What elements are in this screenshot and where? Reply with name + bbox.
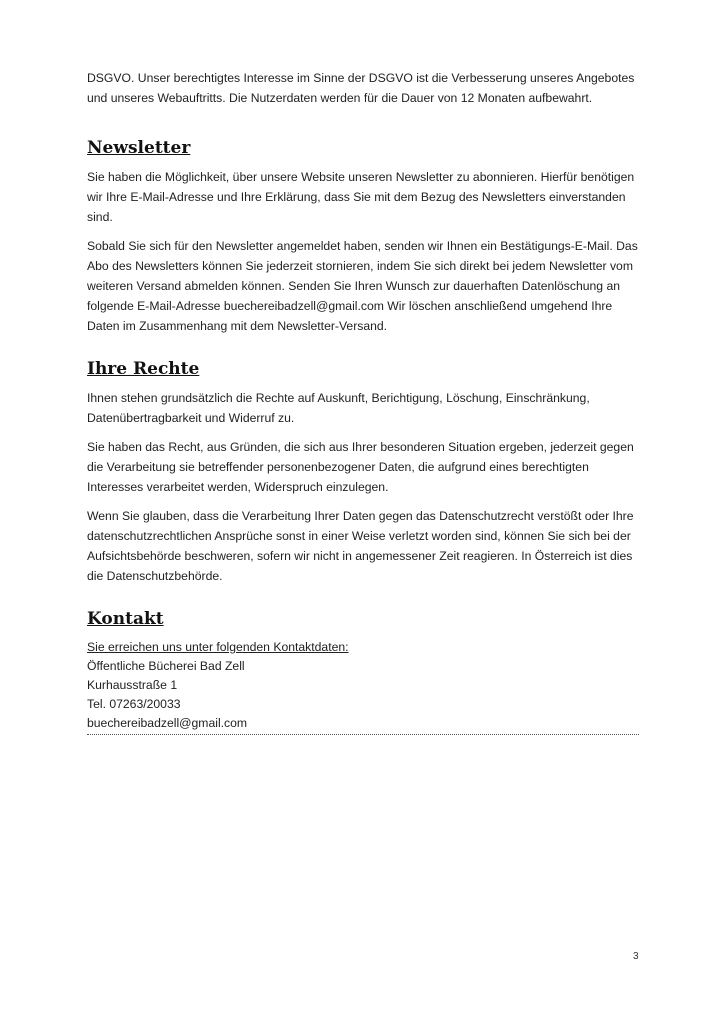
- kontakt-section: [87, 608, 641, 735]
- kontakt-heading: Kontakt: [87, 609, 164, 629]
- dotted-divider: [87, 734, 639, 735]
- rechte-section: [87, 358, 641, 586]
- newsletter-heading: Newsletter: [87, 138, 191, 158]
- page-number: 3: [633, 951, 639, 962]
- kontakt-intro: Sie erreichen uns unter folgenden Kontaktdaten:: [87, 640, 349, 654]
- newsletter-paragraph-1: Sie haben die Möglichkeit, über unsere Website unseren Newsletter zu abonnieren. Hierfür benötigen wir Ihre E-Mail-Adresse und Ihre Erklärung, dass Sie mit dem Bezug des Newsletters einverstanden sind.: [87, 170, 635, 224]
- kontakt-street: Kurhausstraße 1: [87, 678, 178, 692]
- kontakt-name: Öffentliche Bücherei Bad Zell: [87, 659, 245, 673]
- newsletter-paragraph-2: Sobald Sie sich für den Newsletter angemeldet haben, senden wir Ihnen ein Bestätigungs-E-Mail. Das Abo des Newsletters können Sie jederzeit stornieren, indem Sie sich direkt bei jedem Newsletter vom weiteren Versand abmelden können. Senden Sie Ihren Wunsch zur dauerhaften Datenlöschung an folgende E-Mail-Adresse buechereibadzell@gmail.com Wir löschen anschließend umgehend Ihre Daten im Zusammenhang mit dem Newsletter-Versand.: [87, 239, 638, 333]
- rechte-heading: Ihre Rechte: [87, 359, 200, 379]
- kontakt-phone: Tel. 07263/20033: [87, 697, 181, 711]
- newsletter-section: [87, 137, 641, 336]
- rechte-paragraph-2: Sie haben das Recht, aus Gründen, die sich aus Ihrer besonderen Situation ergeben, jederzeit gegen die Verarbeitung sie betreffender personenbezogener Daten, die aufgrund eines berechtigten Interesses verarbeitet werden, Widerspruch einzulegen.: [87, 440, 634, 494]
- rechte-paragraph-1: Ihnen stehen grundsätzlich die Rechte auf Auskunft, Berichtigung, Löschung, Einschränkung, Datenübertragbarkeit und Widerruf zu.: [87, 391, 590, 425]
- rechte-paragraph-3: Wenn Sie glauben, dass die Verarbeitung Ihrer Daten gegen das Datenschutzrecht verstößt oder Ihre datenschutzrechtlichen Ansprüche sonst in einer Weise verletzt worden sind, können Sie sich bei der Aufsichtsbehörde beschweren, sofern wir nicht in angemessener Zeit reagieren. In Österreich ist dies die Datenschutzbehörde.: [87, 509, 634, 583]
- document-page: [87, 68, 641, 735]
- intro-paragraph: DSGVO. Unser berechtigtes Interesse im Sinne der DSGVO ist die Verbesserung unseres Angebotes und unseres Webauftritts. Die Nutzerdaten werden für die Dauer von 12 Monaten aufbewahrt.: [87, 71, 635, 105]
- kontakt-email: buechereibadzell@gmail.com: [87, 716, 248, 730]
